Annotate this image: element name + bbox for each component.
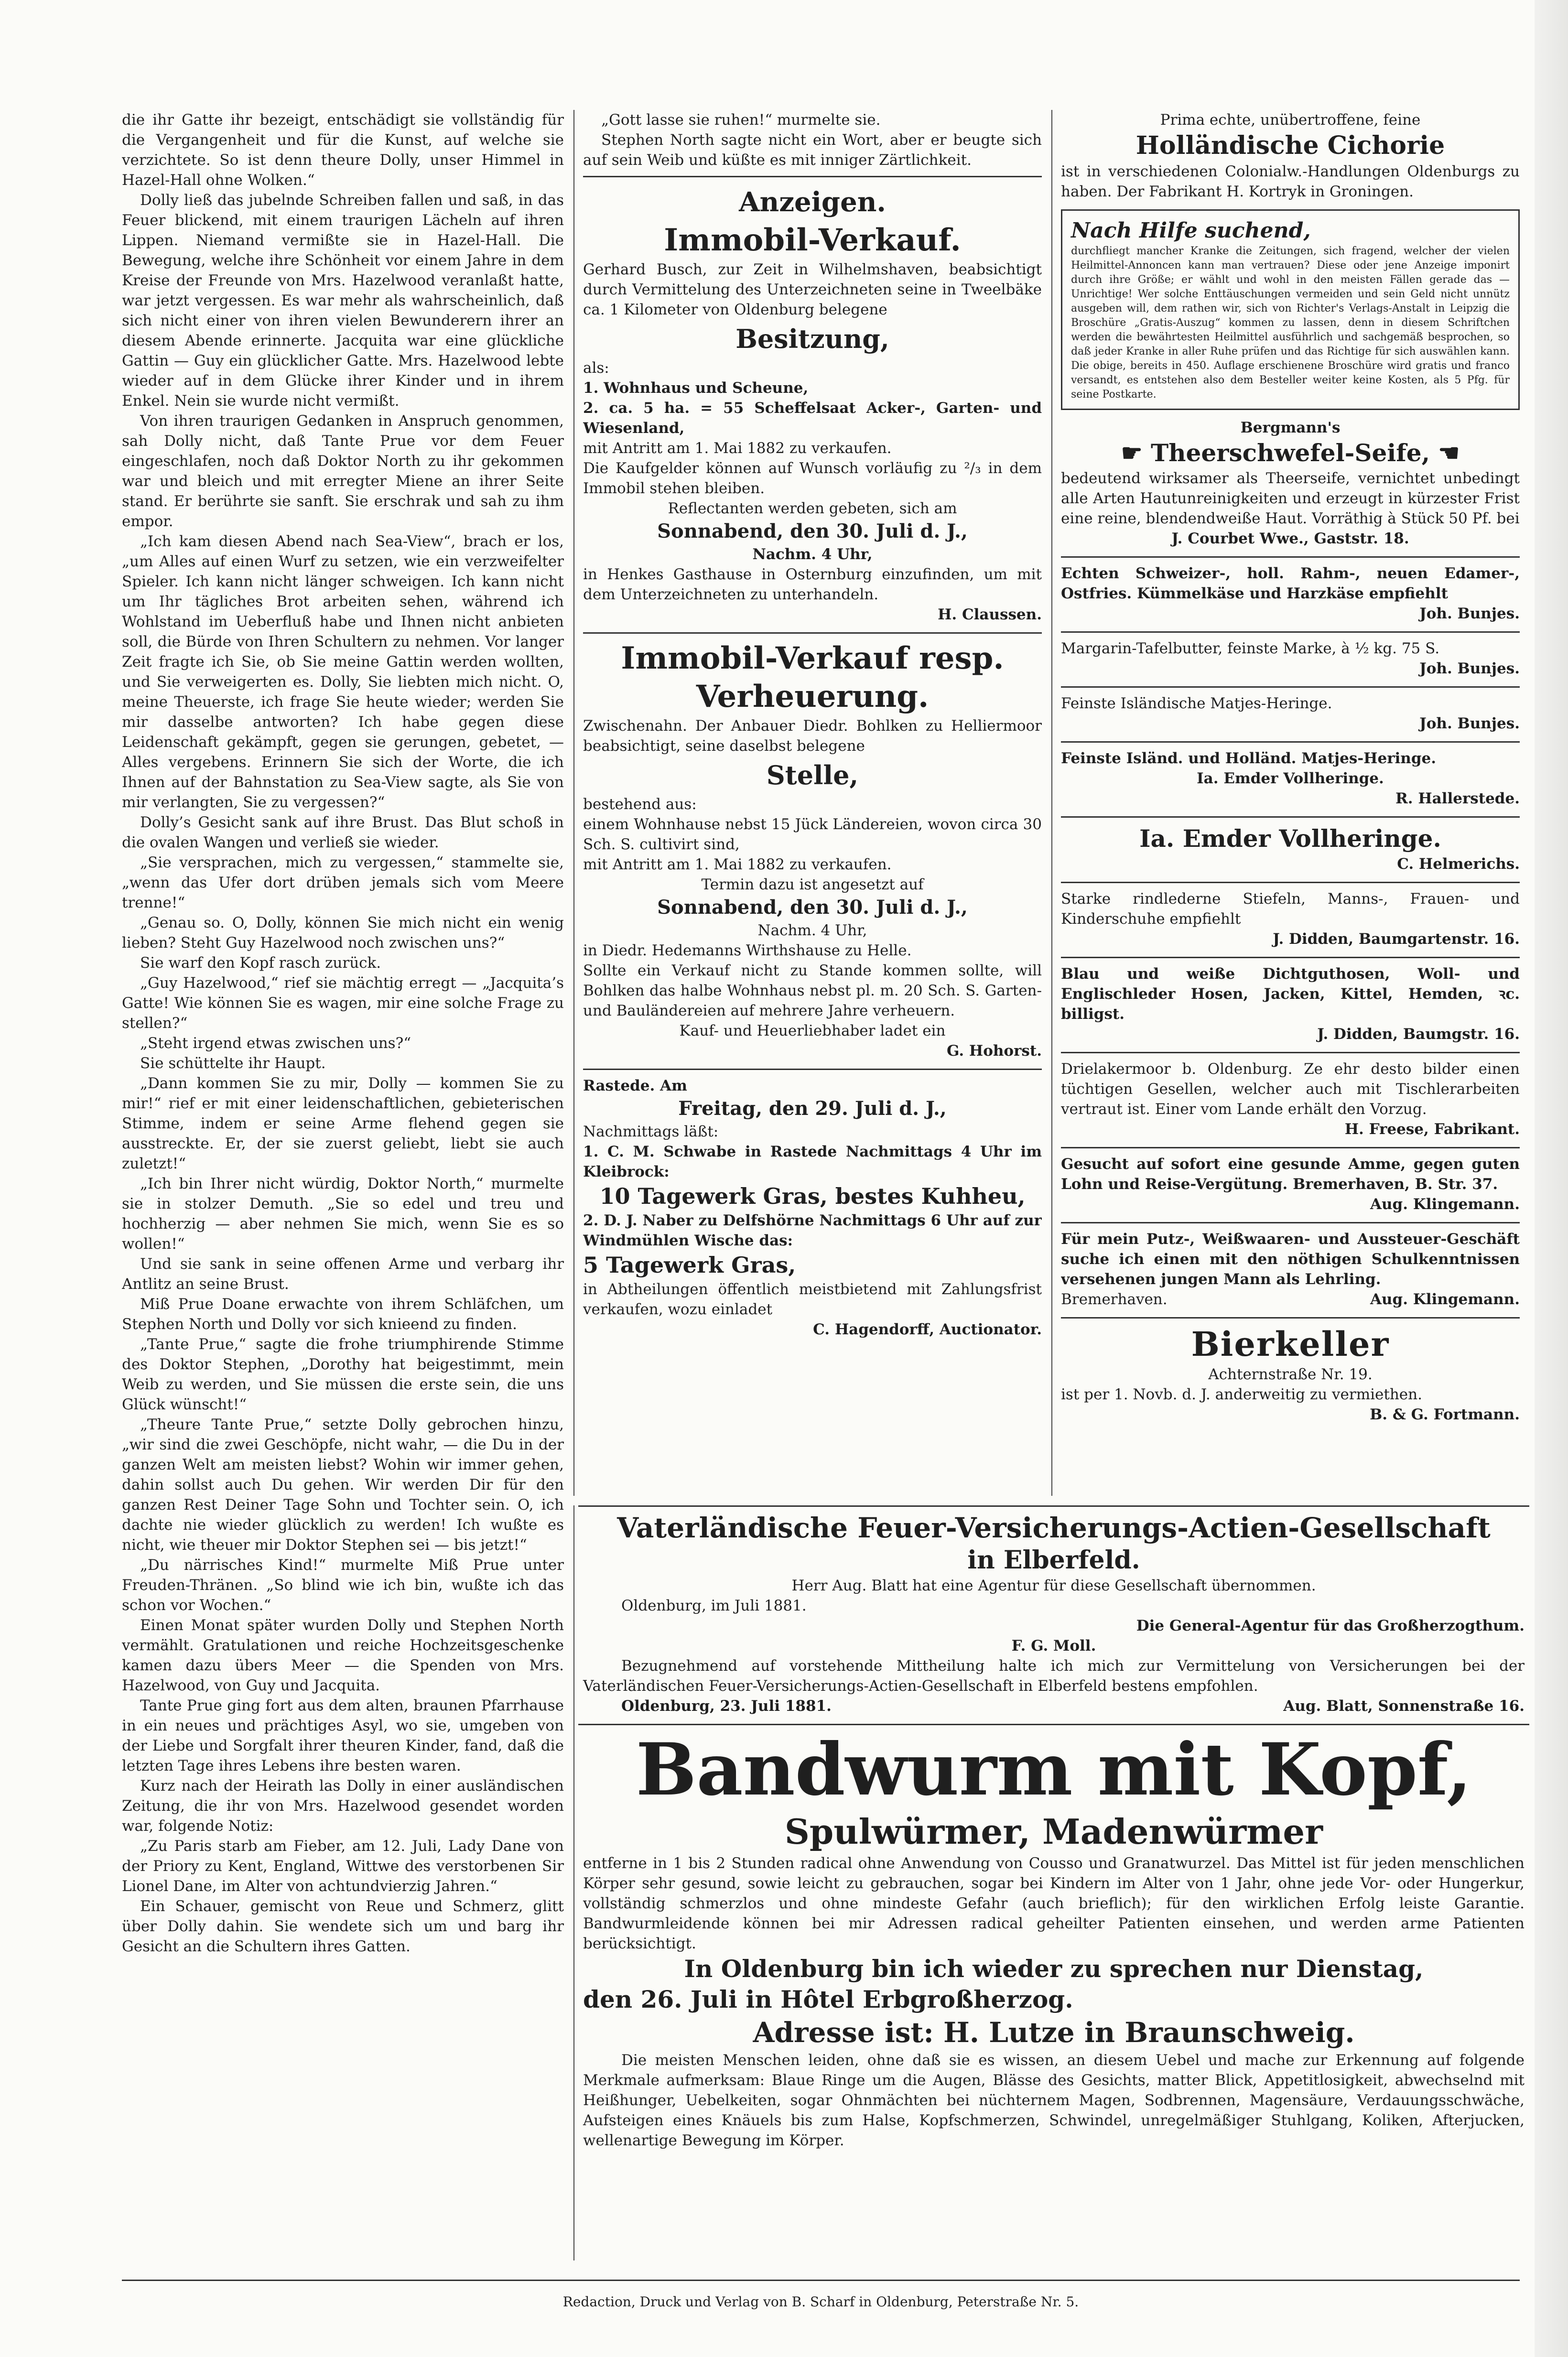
ad-date: Sonnabend, den 30. Juli d. J., [657,896,968,919]
story-paragraph: Kurz nach der Heirath las Dolly in einer ausländischen Zeitung, die ihr von Mrs. Hazelwood gesendet worden war, folgende Notiz: [122,1777,564,1835]
ad-text: Kauf- und Heuerliebhaber ladet ein [679,1022,946,1039]
ad-text: Für mein Putz-, Weißwaaren- und Aussteuer-Geschäft suche ich einen mit den nöthigen Schulkenntnissen versehenen jungen Mann als Lehrling. [1061,1231,1520,1288]
ad-item: 2. ca. 5 ha. = 55 Scheffelsaat Acker-, Garten- und Wiesenland, [583,400,1042,437]
margarin-ad [1061,638,1520,679]
right-column [1061,110,1520,1502]
kaese-ad [1061,563,1520,624]
ad-signature: J. Didden, Baumgstr. 16. [1317,1026,1520,1043]
divider [1061,631,1520,633]
ad-date: Sonnabend, den 30. Juli d. J., [657,520,968,542]
story-paragraph: Dolly’s Gesicht sank auf ihre Brust. Das Blut schoß in die ovalen Wangen und verließ sie wieder. [122,814,564,851]
ad-text: Die General-Agentur für das Großherzogthum. [1136,1617,1525,1634]
ad-signature: J. Courbet Wwe., Gaststr. 18. [1171,530,1409,547]
bierkeller-ad [1061,1324,1520,1425]
ad-signature: J. Didden, Baumgartenstr. 16. [1273,930,1520,948]
ad-item: 1. Wohnhaus und Scheune, [583,379,809,397]
divider [1061,1222,1520,1223]
amme-ad [1061,1154,1520,1214]
ad-text: Rastede. Am [583,1077,687,1094]
ad-place: Bremerhaven. [1061,1291,1168,1308]
divider [1061,957,1520,958]
ad-text: in Abtheilungen öffentlich meistbietend mit Zahlungsfrist verkaufen, wozu einladet [583,1281,1042,1318]
ad-text: Echten Schweizer-, holl. Rahm-, neuen Edamer-, Ostfries. Kümmelkäse und Harzkäse empfiehlt [1061,565,1520,602]
ad-title: Nach Hilfe suchend, [1071,218,1311,243]
divider [1061,556,1520,558]
ad-text: als: [583,359,609,377]
divider [1061,816,1520,818]
ad-text [583,1696,1525,1716]
story-paragraph: „Ich bin Ihrer nicht würdig, Doktor North,“ murmelte sie in stolzer Demuth. „Sie so edel und treu und hochherzig — aber nehmen Sie mich, wenn Sie es so wollen!“ [122,1175,564,1253]
stiefel-ad [1061,889,1520,949]
hilfe-ad [1061,209,1520,410]
hosen-ad [1061,964,1520,1044]
ad-text: Bezugnehmend auf vorstehende Mittheilung halte ich mich zur Vermittelung von Versicherungen bei der Vaterländischen Feuer-Versicherungs-Actien-Gesellschaft in Elberfeld bestens empfohlen. [583,1657,1525,1695]
cichorie-ad [1061,110,1520,202]
ad-highlight: den 26. Juli in Hôtel Erbgroßherzog. [583,1985,1073,2013]
story-paragraph: Und sie sank in seine offenen Arme und verbarg ihr Antlitz an seine Brust. [122,1255,564,1293]
putz-ad [1061,1229,1520,1309]
ads-heading: Anzeigen. [739,186,886,218]
ad-signature: R. Hallerstede. [1395,790,1520,807]
column-rule-3 [573,1505,574,2260]
ad-time: Nachm. 4 Uhr, [757,922,867,939]
story-ending: Stephen North sagte nicht ein Wort, aber er beugte sich auf sein Weib und küßte es mit inniger Zärtlichkeit. [583,131,1042,169]
ad-text: einem Wohnhause nebst 15 Jück Ländereien, wovon circa 30 Sch. S. cultivirt sind, [583,816,1042,853]
story-paragraph: Ein Schauer, gemischt von Reue und Schmerz, glitt über Dolly dahin. Sie wendete sich um und barg ihr Gesicht an die Schultern ihres Gatten. [122,1898,564,1955]
divider [1061,1052,1520,1053]
ad-signature: Joh. Bunjes. [1419,660,1520,677]
story-paragraph: „Guy Hazelwood,“ rief sie mächtig erregt — „Jacquita’s Gatte! Wie können Sie es wagen, mir eine solche Frage zu stellen?“ [122,974,564,1032]
story-paragraph: „Sie versprachen, mich zu vergessen,“ stammelte sie, „wenn das Ufer dort drüben jemals sich vom Meere trenne!“ [122,854,564,911]
immobil-verkauf-ad [583,221,1042,625]
ad-signature: Aug. Blatt, Sonnenstraße 16. [1283,1697,1525,1715]
story-paragraph: Miß Prue Doane erwachte von ihrem Schläfchen, um Stephen North und Dolly vor sich knieend zu finden. [122,1296,564,1333]
ad-text: Herr Aug. Blatt hat eine Agentur für diese Gesellschaft übernommen. [791,1577,1316,1594]
story-paragraph: die ihr Gatte ihr bezeigt, entschädigt sie vollständig für die Vergangenheit und für die Kunst, auf welche sie verzichtete. So ist denn theure Dolly, unser Himmel in Hazel-Hall ohne Wolken.“ [122,111,564,189]
ad-text: Starke rindlederne Stiefeln, Manns-, Frauen- und Kinderschuhe empfiehlt [1061,890,1520,928]
ad-subtitle: Spulwürmer, Madenwürmer [784,1811,1323,1852]
ad-date: Oldenburg, 23. Juli 1881. [621,1697,832,1715]
divider [1061,686,1520,688]
ad-text: entferne in 1 bis 2 Stunden radical ohne Anwendung von Cousso und Granatwurzel. Das Mittel ist für jeden menschlichen Körper sehr gesund, sowie leicht zu gebrauchen, sogar bei Kindern im Alter von 1 Jahr, ohne jede Vor- oder Hungerkur, vollständig schmerzlos und ohne mindeste Gefahr (auch brieflich); für den wirklichen Erfolg leiste Garantie. Bandwurmleidende können bei mir Adressen radical geheilter Patienten einsehen, und werden arme Patienten berücksichtigt. [583,1855,1525,1952]
ad-text: Nachmittags läßt: [583,1123,719,1140]
ad-highlight: In Oldenburg bin ich wieder zu sprechen nur Dienstag, [684,1955,1424,1983]
pointing-hand-icon: ☚ [1430,439,1460,467]
ad-signature: C. Hagendorff, Auctionator. [813,1321,1042,1338]
ad-text: mit Antritt am 1. Mai 1882 zu verkaufen. [583,440,892,457]
ad-text: Margarin-Tafelbutter, feinste Marke, à ½ kg. 75 S. [1061,640,1440,657]
ad-date: Freitag, den 29. Juli d. J., [678,1097,947,1120]
ad-text: Oldenburg, im Juli 1881. [621,1597,807,1614]
ad-title: Immobil-Verkauf. [664,222,961,258]
story-paragraph: „Steht irgend etwas zwischen uns?“ [140,1035,411,1052]
ad-signature: B. & G. Fortmann. [1370,1406,1520,1423]
pointing-hand-icon: ☛ [1121,439,1151,467]
story-column [122,110,564,2238]
ad-text: Sollte ein Verkauf nicht zu Stande kommen sollte, will Bohlken das halbe Wohnhaus nebst pl. m. 20 Sch. S. Garten- und Bauländereien auf mehrere Jahre verheuern. [583,962,1042,1019]
drielakermoor-ad [1061,1059,1520,1139]
story-paragraph: „Theure Tante Prue,“ setzte Dolly gebrochen hinzu, „wir sind die zwei Geschöpfe, nicht wahr, — die Du in der ganzen Welt am meisten liebst? Wohin wir immer gehen, dahin sollst auch Du gehen. Wir werden Dir für den ganzen Rest Deiner Tage Sohn und Tochter sein. O, ich dachte nie wieder glücklich zu werden! Ich wußte es nicht, wie theuer mir Doktor Stephen sei — bis jetzt!“ [122,1416,564,1554]
feuerversicherung-ad [578,1511,1529,1716]
ad-text [1061,1289,1520,1309]
story-paragraph: „Du närrisches Kind!“ murmelte Miß Prue unter Freuden-Thränen. „So blind wie ich bin, wußte ich das schon vor Wochen.“ [122,1557,564,1614]
ad-signature: F. G. Moll. [1011,1637,1096,1654]
story-paragraph: „Genau so. O, Dolly, können Sie mich nicht ein wenig lieben? Steht Guy Hazelwood noch zwischen uns?“ [122,914,564,951]
ad-signature: H. Freese, Fabrikant. [1344,1121,1520,1138]
column-rule-2 [1051,110,1052,1496]
middle-column [583,110,1042,1502]
ad-text: bestehend aus: [583,796,697,813]
ad-title: Holländische Cichorie [1135,131,1445,160]
ad-text: Gerhard Busch, zur Zeit in Wilhelmshaven, beabsichtigt durch Vermittelung des Unterzeichneten seine in Tweelbäke ca. 1 Kilometer von Oldenburg belegene [583,261,1042,318]
divider [1061,882,1520,883]
ad-brand: Bergmann's [1240,419,1341,436]
ad-text: in Diedr. Hedemanns Wirthshause zu Helle. [583,942,912,959]
emder-ad [1061,823,1520,874]
ad-address: Adresse ist: H. Lutze in Braunschweig. [753,2016,1355,2049]
bandwurm-ad [578,1729,1529,2151]
ad-subtitle: in Elberfeld. [967,1546,1140,1575]
ad-highlight: 10 Tagewerk Gras, bestes Kuhheu, [599,1183,1026,1209]
ad-subtitle: Stelle, [766,760,859,790]
ad-text: Zwischenahn. Der Anbauer Diedr. Bohlken zu Helliermoor beabsichtigt, seine daselbst belegene [583,717,1042,755]
story-paragraph: Sie warf den Kopf rasch zurück. [140,954,381,972]
story-paragraph: Sie schüttelte ihr Haupt. [140,1055,326,1072]
ad-text: in Henkes Gasthause in Osternburg einzufinden, um mit dem Unterzeichneten zu unterhandeln. [583,566,1042,603]
ad-title-text: Theerschwefel-Seife, [1150,439,1430,467]
ad-text: Die Kaufgelder können auf Wunsch vorläufig zu ²/₃ in dem Immobil stehen bleiben. [583,460,1042,497]
ad-title: Bierkeller [1191,1324,1390,1364]
ad-text: mit Antritt am 1. Mai 1882 zu verkaufen. [583,856,892,873]
ad-text: Feinste Isländ. und Holländ. Matjes-Heringe. [1061,750,1437,767]
ad-signature: Aug. Klingemann. [1370,1196,1520,1213]
column-rule-1 [573,110,574,1496]
ad-title: Ia. Emder Vollheringe. [1139,824,1441,853]
ad-title [1061,438,1520,468]
ad-signature: H. Claussen. [938,606,1042,623]
story-paragraph: „Tante Prue,“ sagte die frohe triumphirende Stimme des Doktor Stephen, „Dorothy hat beigestimmt, mein Weib zu werden, und Sie müssen die erste sein, die uns Glück wünscht!“ [122,1336,564,1413]
ad-text: ist per 1. Novb. d. J. anderweitig zu vermiethen. [1061,1386,1422,1403]
story-paragraph: „Dann kommen Sie zu mir, Dolly — kommen Sie zu mir!“ rief er mit einer leidenschaftlichen, gebieterischen Stimme, indem er seine Arme flehend gegen sie ausstreckte. Er, der sie zuerst geliebt, liebt sie auch zuletzt!“ [122,1075,564,1172]
story-paragraph: „Ich kam diesen Abend nach Sea-View“, brach er los, „um Alles auf einen Wurf zu setzen, wie ein verzweifelter Spieler. Ich kann nicht länger schweigen. Ich kann nicht um Ihr tägliches Brot arbeiten sehen, während ich Wohlstand im Ueberfluß habe und Ihnen nicht anbieten soll, die Bürde von Ihren Schultern zu nehmen. Vor langer Zeit fragte ich Sie, ob Sie meine Gattin werden wollten, und Sie verweigerten es. Dolly, Sie liebten mich nicht. O, meine Theuerste, ich frage Sie heute wieder; werden Sie mir dasselbe antworten? Ich habe gegen diese Leidenschaft gekämpft, gegen sie gerungen, gebetet, — Alles vergebens. Erinnern Sie sich der Worte, die ich Ihnen auf der Bahnstation zu Sea-View sagte, als Sie von mir verlangten, Sie zu vergessen?“ [122,533,564,811]
ad-subtitle: Besitzung, [735,324,889,354]
ad-signature: G. Hohorst. [946,1042,1042,1060]
matjes-ad [1061,693,1520,734]
seife-ad [1061,418,1520,549]
imprint-footer: Redaction, Druck und Verlag von B. Scharf in Oldenburg, Peterstraße Nr. 5. [562,2294,1079,2310]
ad-text: Drielakermoor b. Oldenburg. Ze ehr desto bilder einen tüchtigen Gesellen, welcher auch mit Tischlerarbeiten vertraut ist. Einer vom Lande erhält den Vorzug. [1061,1060,1520,1118]
ad-signature: Aug. Klingemann. [1370,1291,1520,1308]
ad-text: Achternstraße Nr. 19. [1208,1366,1373,1383]
scan-edge [1535,0,1568,2357]
ad-text: durchfliegt mancher Kranke die Zeitungen, sich fragend, welcher der vielen Heilmittel-Annoncen kann man vertrauen? Diese oder jene Anzeige imponirt durch ihre Größe; er wählt und wohl in den meisten Fällen gerade das — Unrichtige! Wer solche Enttäuschungen vermeiden und sein Geld nicht unnütz ausgeben will, dem rathen wir, sich von Richter's Verlags-Anstalt in Leipzig die Broschüre „Gratis-Auszug“ kommen zu lassen, denn in diesem Schriftchen werden die bewährtesten Heilmittel ausführlich und sachgemäß besprochen, so daß jeder Kranke in aller Ruhe prüfen und das Richtige für sich auswählen kann. Die obige, bereits in 450. Auflage erschienene Broschüre wird gratis und franco versandt, es entstehen also dem Besteller weiter keine Kosten, als 5 Pfg. für seine Postkarte. [1071,245,1510,400]
story-paragraph: Tante Prue ging fort aus dem alten, braunen Pfarrhause in ein neues und prächtiges Asyl, wo sie, umgeben von der Liebe und Sorgfalt ihrer theuren Kinder, fand, daß die letzten Tage ihres Lebens ihre besten waren. [122,1697,564,1774]
ad-text: ist in verschiedenen Colonialw.-Handlungen Oldenburgs zu haben. Der Fabrikant H. Kortryk in Groningen. [1061,163,1520,200]
ad-highlight: 5 Tagewerk Gras, [583,1252,796,1278]
ad-text: Prima echte, unübertroffene, feine [1160,111,1421,129]
ad-text: Ia. Emder Vollheringe. [1197,770,1384,787]
ad-signature: Joh. Bunjes. [1419,715,1520,732]
story-paragraph: Dolly ließ das jubelnde Schreiben fallen und saß, in das Feuer blickend, mit einem traurigen Lächeln auf ihren Lippen. Niemand vermißte sie in Hazel-Hall. Die Bewegung, welche ihre Schönheit vor einem Jahre in dem Kreise der Freunde von Mrs. Hazelwood veranlaßt hatte, war jetzt vergessen. Es war mehr als wahrscheinlich, daß sich nicht einer von ihren vielen Bewunderern ihrer an diesem Abende erinnerte. Jacquita war eine glückliche Gattin — Guy ein glücklicher Gatte. Mrs. Hazelwood lebte wieder auf in dem Glücke ihrer Kinder und in ihrem Enkel. Nein sie wurde nicht vermißt. [122,192,564,410]
ad-text: Blau und weiße Dichtguthosen, Woll- und Englischleder Hosen, Jacken, Kittel, Hemden, ꝛc. billigst. [1061,965,1520,1023]
ad-time: Nachm. 4 Uhr, [752,546,873,563]
story-paragraph: Von ihren traurigen Gedanken in Anspruch genommen, sah Dolly nicht, daß Tante Prue vor dem Feuer eingeschlafen, noch daß Doktor North zu ihr gekommen war und bleich und mit erregter Miene an ihrer Seite stand. Er berührte sie sanft. Sie erschrak und sah zu ihm empor. [122,412,564,530]
divider [578,1505,1529,1507]
footer-rule [122,2280,1520,2281]
story-ending: „Gott lasse sie ruhen!“ murmelte sie. [601,111,881,129]
ad-text: Die meisten Menschen leiden, ohne daß sie es wissen, an diesem Uebel und mache zur Erkennung auf folgende Merkmale aufmerksam: Blaue Ringe um die Augen, Blässe des Gesichts, matter Blick, Appetitlosigkeit, abwechselnd mit Heißhunger, Uebelkeiten, sogar Ohnmächten bei nüchternem Magen, Sodbrennen, Magensäure, Verdauungsschwäche, Aufsteigen eines Knäuels bis zum Halse, Kopfschmerzen, Schwindel, unregelmäßiger Stuhlgang, Koliken, Afterjucken, wellenartige Bewegung im Körper. [583,2052,1525,2149]
ad-text: Reflectanten werden gebeten, sich am [668,500,957,517]
divider [583,632,1042,634]
divider [1061,741,1520,743]
divider [1061,1147,1520,1148]
ad-title: Immobil-Verkauf resp. Verheuerung. [621,640,1004,714]
ad-signature: Joh. Bunjes. [1419,605,1520,622]
ad-text: Gesucht auf sofort eine gesunde Amme, gegen guten Lohn und Reise-Vergütung. Bremerhaven, B. Str. 37. [1061,1156,1520,1193]
ad-title: Vaterländische Feuer-Versicherungs-Actien-Gesellschaft [617,1512,1491,1544]
rastede-auction-ad [583,1076,1042,1340]
ad-item: 2. D. J. Naber zu Delfshörne Nachmittags 6 Uhr auf zur Windmühlen Wische das: [583,1212,1042,1249]
divider [583,1069,1042,1070]
story-paragraph: Einen Monat später wurden Dolly und Stephen North vermählt. Gratulationen und reiche Hochzeitsgeschenke kamen dazu übers Meer — die Spenden von Mrs. Hazelwood, von Guy und Jacquita. [122,1617,564,1694]
ad-text: Termin dazu ist angesetzt auf [701,876,924,893]
ad-text: Feinste Isländische Matjes-Heringe. [1061,695,1332,712]
divider [1061,1317,1520,1319]
ad-text: bedeutend wirksamer als Theerseife, vernichtet unbedingt alle Arten Hautunreinigkeiten und erzeugt in kürzester Frist eine reine, blendendweiße Haut. Vorräthig à Stück 50 Pf. bei [1061,470,1520,527]
divider [583,176,1042,177]
ad-title: Bandwurm mit Kopf, [636,1728,1472,1812]
story-paragraph: „Zu Paris starb am Fieber, am 12. Juli, Lady Dane von der Priory zu Kent, England, Wittwe des verstorbenen Sir Lionel Dane, im Alter von achtundvierzig Jahren.“ [122,1838,564,1895]
ad-signature: C. Helmerichs. [1397,855,1520,873]
holland-heringe-ad [1061,748,1520,809]
immobil-verheuerung-ad [583,639,1042,1061]
divider [578,1724,1529,1725]
ad-item: 1. C. M. Schwabe in Rastede Nachmittags 4 Uhr im Kleibrock: [583,1143,1042,1180]
wide-ads [578,1505,1529,2260]
